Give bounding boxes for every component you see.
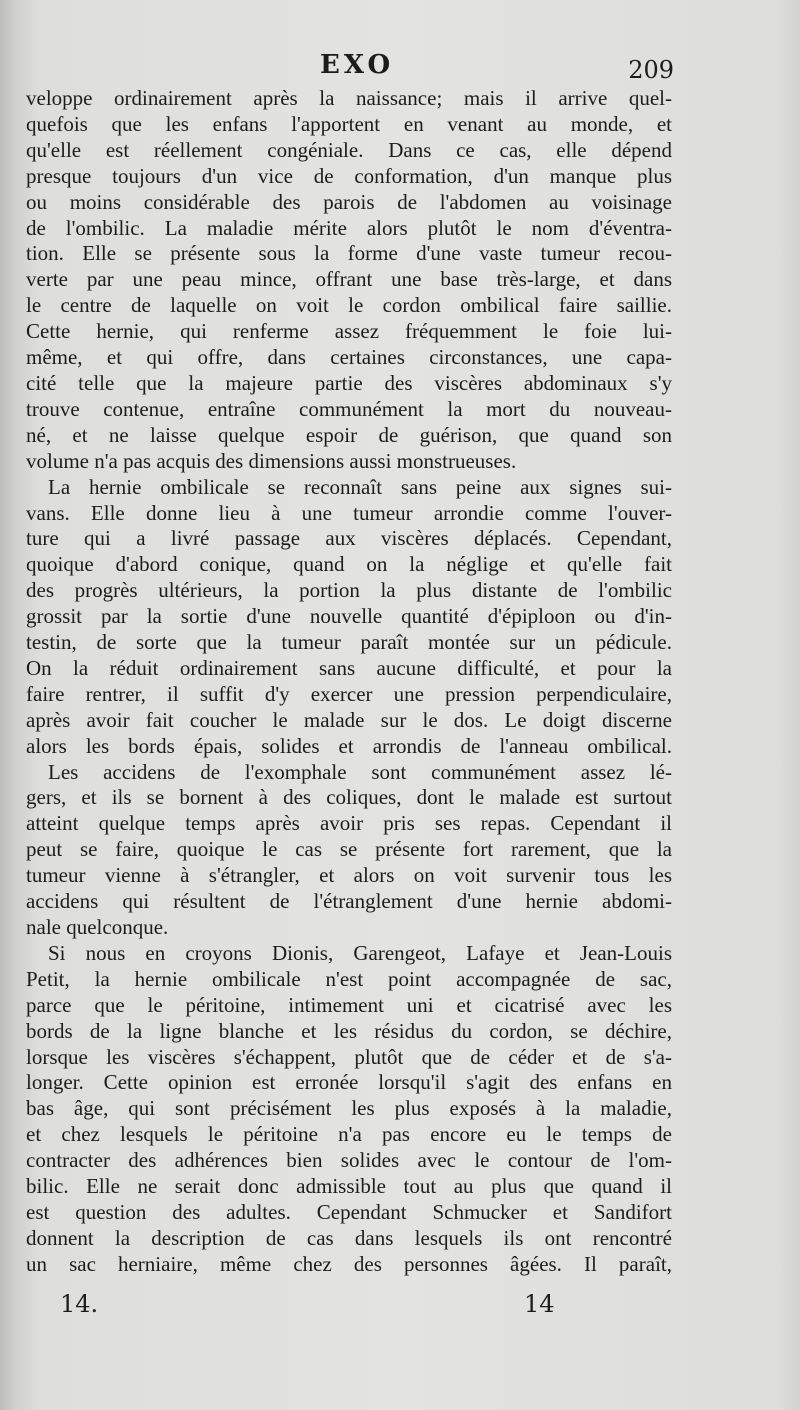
text-line: accidens qui résultent de l'étranglement d'une hernie abdomi- (26, 889, 672, 914)
running-head (20, 50, 674, 86)
text-line: peut se faire, quoique le cas se présente fort rarement, que la (26, 837, 672, 862)
text-line: tumeur vienne à s'étrangler, et alors on voit survenir tous les (26, 863, 672, 888)
text-line: qu'elle est réellement congéniale. Dans ce cas, elle dépend (26, 137, 672, 162)
text-line: né, et ne laisse quelque espoir de guérison, que quand son (26, 422, 672, 447)
running-head-word: EXO (320, 50, 395, 80)
text-line: cité telle que la majeure partie des viscères abdominaux s'y (26, 370, 672, 395)
body-text (26, 86, 672, 1278)
text-line: longer. Cette opinion est erronée lorsqu'il s'agit des enfans en (26, 1070, 672, 1095)
text-line: grossit par la sortie d'une nouvelle quantité d'épiploon ou d'in- (26, 604, 672, 629)
text-line: volume n'a pas acquis des dimensions aussi monstrueuses. (26, 448, 517, 473)
text-line: de l'ombilic. La maladie mérite alors plutôt le nom d'éventra- (26, 215, 672, 240)
text-line: quefois que les enfans l'apportent en venant au monde, et (26, 111, 672, 136)
signature-mark-right: 14 (524, 1290, 555, 1318)
paragraph-start-line: La hernie ombilicale se reconnaît sans peine aux signes sui- (48, 474, 672, 499)
text-line: parce que le péritoine, intimement uni et cicatrisé avec les (26, 992, 672, 1017)
text-line: un sac herniaire, même chez des personnes âgées. Il paraît, (26, 1251, 672, 1276)
text-line: et chez lesquels le péritoine n'a pas encore eu le temps de (26, 1122, 672, 1147)
text-line: ture qui a livré passage aux viscères déplacés. Cependant, (26, 526, 672, 551)
paragraph-start-line: Les accidens de l'exomphale sont communément assez lé- (48, 759, 672, 784)
text-line: On la réduit ordinairement sans aucune difficulté, et pour la (26, 655, 672, 680)
page-footer (60, 1290, 580, 1320)
paragraph-start-line: Si nous en croyons Dionis, Garengeot, Lafaye et Jean-Louis (48, 940, 672, 965)
text-line: alors les bords épais, solides et arrondis de l'anneau ombilical. (26, 733, 672, 758)
text-line: contracter des adhérences bien solides avec le contour de l'om- (26, 1148, 672, 1173)
text-line: testin, de sorte que la tumeur paraît montée sur un pédicule. (26, 630, 672, 655)
text-line: bas âge, qui sont précisément les plus exposés à la maladie, (26, 1096, 672, 1121)
text-line: verte par une peau mince, offrant une base très-large, et dans (26, 267, 672, 292)
text-line: lorsque les viscères s'échappent, plutôt que de céder et de s'a- (26, 1044, 672, 1069)
text-line: trouve contenue, entraîne communément la mort du nouveau- (26, 396, 672, 421)
text-line: bords de la ligne blanche et les résidus du cordon, se déchire, (26, 1018, 672, 1043)
text-line: gers, et ils se bornent à des coliques, dont le malade est surtout (26, 785, 672, 810)
text-line: veloppe ordinairement après la naissance; mais il arrive quel- (26, 86, 672, 110)
text-line: ou moins considérable des parois de l'abdomen au voisinage (26, 189, 672, 214)
text-line: tion. Elle se présente sous la forme d'une vaste tumeur recou- (26, 241, 672, 266)
text-line: vans. Elle donne lieu à une tumeur arrondie comme l'ouver- (26, 500, 672, 525)
text-line: faire rentrer, il suffit d'y exercer une pression perpendiculaire, (26, 681, 672, 706)
text-line: quoique d'abord conique, quand on la néglige et qu'elle fait (26, 552, 672, 577)
text-line: presque toujours d'un vice de conformation, d'un manque plus (26, 163, 672, 188)
text-line: après avoir fait coucher le malade sur le dos. Le doigt discerne (26, 707, 672, 732)
text-line: le centre de laquelle on voit le cordon ombilical faire saillie. (26, 293, 672, 318)
text-line: nale quelconque. (26, 915, 169, 939)
text-line: donnent la description de cas dans lesquels ils ont rencontré (26, 1225, 672, 1250)
text-line: Cette hernie, qui renferme assez fréquemment le foie lui- (26, 319, 672, 344)
page-number: 209 (628, 56, 674, 84)
text-line: des progrès ultérieurs, la portion la plus distante de l'ombilic (26, 578, 672, 603)
text-line: même, et qui offre, dans certaines circonstances, une capa- (26, 345, 672, 370)
text-line: Petit, la hernie ombilicale n'est point accompagnée de sac, (26, 966, 672, 991)
text-line: est question des adultes. Cependant Schmucker et Sandifort (26, 1199, 672, 1224)
text-line: atteint quelque temps après avoir pris ses repas. Cependant il (26, 811, 672, 836)
signature-mark-left: 14. (60, 1290, 99, 1318)
text-line: bilic. Elle ne serait donc admissible tout au plus que quand il (26, 1174, 672, 1199)
